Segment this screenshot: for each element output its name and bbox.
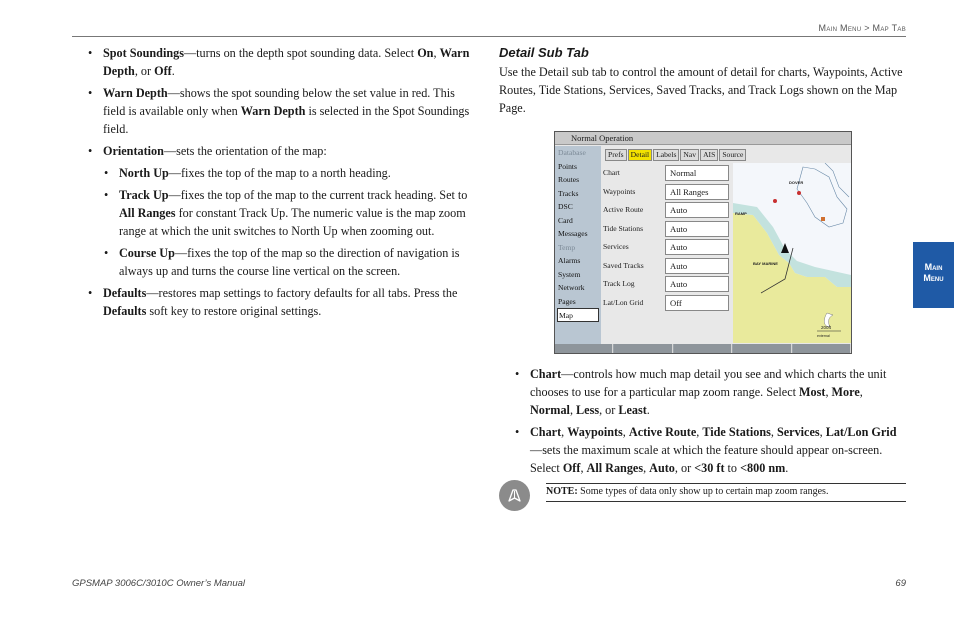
screen-setting-row[interactable]: [603, 183, 731, 202]
sep: , or: [674, 461, 695, 475]
sep: .: [171, 64, 175, 78]
right-column: [499, 44, 907, 117]
screen-nav: [555, 146, 601, 344]
option: Off: [154, 64, 172, 78]
map-label-dover: DOVER: [789, 180, 804, 185]
option: Most: [799, 385, 826, 399]
screen-setting-label: Tide Stations: [603, 223, 644, 233]
screen-setting-value[interactable]: Auto: [665, 258, 729, 274]
buoy-icon: [773, 199, 777, 203]
term: Warn Depth: [103, 86, 168, 100]
sep: , or: [599, 403, 619, 417]
sep: ,: [859, 385, 863, 399]
option: Least: [618, 403, 647, 417]
ref: Defaults: [103, 304, 147, 318]
option: More: [831, 385, 860, 399]
screen-nav-item[interactable]: Points: [558, 161, 577, 171]
screen-setting-label: Lat/Lon Grid: [603, 297, 644, 307]
footer-manual-title: GPSMAP 3006C/3010C Owner’s Manual: [72, 578, 246, 589]
screen-setting-label: Chart: [603, 168, 620, 177]
screen-setting-value[interactable]: Off: [665, 295, 729, 311]
screen-setting-label: Active Route: [603, 205, 644, 214]
softkey[interactable]: [614, 344, 672, 354]
screen-title: Normal Operation: [555, 132, 851, 145]
screen-nav-item[interactable]: Pages: [558, 296, 576, 306]
orientation-item: [88, 142, 480, 160]
term: Active Route: [628, 425, 697, 439]
desc: soft key to restore original settings.: [146, 304, 322, 318]
term: Course Up: [119, 246, 175, 260]
softkey[interactable]: [733, 344, 791, 354]
defaults-item: [88, 284, 480, 320]
sep: ,: [569, 403, 577, 417]
screen-tab[interactable]: Nav: [680, 149, 699, 161]
track-up-item: [88, 186, 480, 240]
option: On: [417, 46, 434, 60]
pen-nib-icon: [506, 487, 523, 504]
note-pen-icon: [499, 480, 530, 511]
desc: for constant Track Up. The numeric value is the map zoom range at which the unit switches to North Up when zooming out.: [119, 206, 466, 238]
screen-setting-value[interactable]: Normal: [665, 165, 729, 181]
sep: ,: [696, 425, 703, 439]
screen-setting-label: Saved Tracks: [603, 260, 644, 270]
screen-setting-value[interactable]: Auto: [665, 202, 729, 218]
screen-nav-item[interactable]: Card: [558, 215, 573, 225]
term: Chart: [530, 425, 562, 439]
desc: —fixes the top of the map to a north heading.: [168, 166, 391, 180]
screen-setting-row[interactable]: [603, 201, 731, 220]
screen-settings: [603, 164, 731, 312]
screen-nav-item[interactable]: Messages: [558, 229, 588, 238]
screen-setting-value[interactable]: Auto: [665, 276, 729, 292]
chart-item: [515, 365, 907, 419]
sep: ,: [825, 385, 832, 399]
screen-tab[interactable]: Source: [719, 149, 746, 161]
desc: —shows the spot sounding below the set value in red. This field is available only when: [103, 86, 455, 118]
sep: , or: [134, 64, 155, 78]
side-tab-line1: Main: [924, 262, 943, 272]
note-text: Some types of data only show up to certain map zoom ranges.: [577, 486, 829, 497]
ref: All Ranges: [119, 206, 176, 220]
term: Spot Soundings: [103, 46, 184, 60]
course-up-item: [88, 244, 480, 280]
breadcrumb: Main Menu > Map Tab: [818, 23, 906, 33]
warn-depth-item: [88, 84, 480, 138]
screen-setting-value[interactable]: Auto: [665, 221, 729, 237]
north-up-item: [88, 164, 480, 182]
screen-tab[interactable]: Detail: [628, 149, 653, 161]
spot-soundings-item: [88, 44, 480, 80]
term: Waypoints: [567, 425, 623, 439]
screen-setting-label: Waypoints: [603, 186, 636, 196]
note-label: NOTE:: [546, 486, 578, 497]
map-label-bay-marine: BAY MARINE: [753, 261, 778, 266]
softkey[interactable]: [674, 344, 732, 354]
term: Chart: [530, 367, 562, 381]
page-number: 69: [895, 578, 906, 589]
right-column-bullets: [515, 365, 907, 481]
option: <800 nm: [740, 461, 786, 475]
screen-setting-row[interactable]: [603, 275, 731, 294]
sep: ,: [770, 425, 777, 439]
features-item: [515, 423, 907, 477]
desc: —fixes the top of the map so the direction of navigation is always up and turns the course line vertical on the screen.: [119, 246, 460, 278]
side-tab-main-menu[interactable]: [913, 242, 954, 308]
screen-tab[interactable]: AIS: [700, 149, 718, 161]
screen-setting-row[interactable]: [603, 164, 731, 183]
screen-setting-row[interactable]: [603, 294, 731, 313]
sep: .: [785, 461, 789, 475]
map-label-ramp: RAMP: [735, 211, 747, 216]
desc: is selected in the Spot Soundings field.: [103, 104, 470, 136]
screen-nav-item[interactable]: Tracks: [558, 188, 579, 198]
option: Off: [562, 461, 581, 475]
sep: ,: [433, 46, 440, 60]
screen-nav-item[interactable]: Database: [558, 148, 586, 157]
sep: ,: [819, 425, 826, 439]
sep: ,: [580, 461, 587, 475]
left-column: [88, 44, 480, 324]
desc: —fixes the top of the map to the current track heading. Set to: [168, 188, 468, 202]
sep: ,: [643, 461, 650, 475]
option: All Ranges: [586, 461, 644, 475]
softkey[interactable]: [555, 344, 613, 354]
device-screenshot: [554, 131, 852, 354]
screen-nav-item[interactable]: DSC: [558, 202, 573, 211]
screen-nav-item[interactable]: Map: [557, 308, 599, 322]
service-icon: [821, 217, 825, 221]
map-mode: external: [817, 334, 830, 338]
section-intro: Use the Detail sub tab to control the amount of detail for charts, Waypoints, Active Routes, Tide Stations, Services, Saved Tracks, and Track Logs shown on the Map Page.: [499, 65, 903, 115]
screen-map: [733, 163, 851, 343]
sep: ,: [561, 425, 568, 439]
term: Defaults: [103, 286, 147, 300]
option: Warn Depth: [103, 46, 470, 78]
option: Auto: [649, 461, 675, 475]
sep: ,: [622, 425, 629, 439]
screen-nav-item[interactable]: Routes: [558, 175, 580, 184]
ref: Warn Depth: [240, 104, 306, 118]
map-graphic: [733, 163, 851, 343]
screen-setting-row[interactable]: [603, 238, 731, 257]
note: [546, 484, 906, 500]
screen-setting-row[interactable]: [603, 257, 731, 276]
term: Lat/Lon Grid: [825, 425, 897, 439]
side-tab-line2: Menu: [923, 273, 944, 283]
screen-setting-value[interactable]: Auto: [665, 239, 729, 255]
screen-setting-label: Services: [603, 242, 629, 251]
screen-nav-item[interactable]: Alarms: [558, 256, 581, 265]
option: <30 ft: [694, 461, 725, 475]
screen-tabs: [605, 149, 746, 161]
section-title: Detail Sub Tab: [499, 45, 589, 60]
option: Less: [576, 403, 600, 417]
screen-softkeys: [555, 344, 851, 354]
header-rule: [72, 36, 906, 37]
term: Services: [776, 425, 820, 439]
screen-nav-item[interactable]: System: [558, 269, 581, 279]
softkey[interactable]: [793, 344, 851, 354]
term: Orientation: [103, 144, 164, 158]
screen-nav-item[interactable]: Temp: [558, 242, 576, 252]
desc: —controls how much map detail you see and which charts the unit chooses to use for a particular map zoom range. Select: [530, 367, 887, 399]
note-rule-bottom: [546, 501, 906, 502]
desc: —sets the orientation of the map:: [163, 144, 327, 158]
term: North Up: [119, 166, 169, 180]
screen-tab[interactable]: Prefs: [605, 149, 627, 161]
buoy-icon: [797, 191, 801, 195]
screen-setting-row[interactable]: [603, 220, 731, 239]
sep: to: [724, 461, 741, 475]
desc: —turns on the depth spot sounding data. Select: [183, 46, 418, 60]
map-scale: 200ft: [821, 325, 832, 330]
sep: .: [646, 403, 650, 417]
screen-setting-label: Track Log: [603, 279, 635, 288]
screen-setting-value[interactable]: All Ranges: [665, 184, 729, 200]
term: Track Up: [119, 188, 169, 202]
desc: —restores map settings to factory defaults for all tabs. Press the: [146, 286, 458, 300]
term: Tide Stations: [702, 425, 771, 439]
screen-tab[interactable]: Labels: [653, 149, 679, 161]
desc: —sets the maximum scale at which the feature should appear on-screen. Select: [530, 443, 883, 475]
screen-nav-item[interactable]: Network: [558, 283, 585, 292]
option: Normal: [530, 403, 570, 417]
